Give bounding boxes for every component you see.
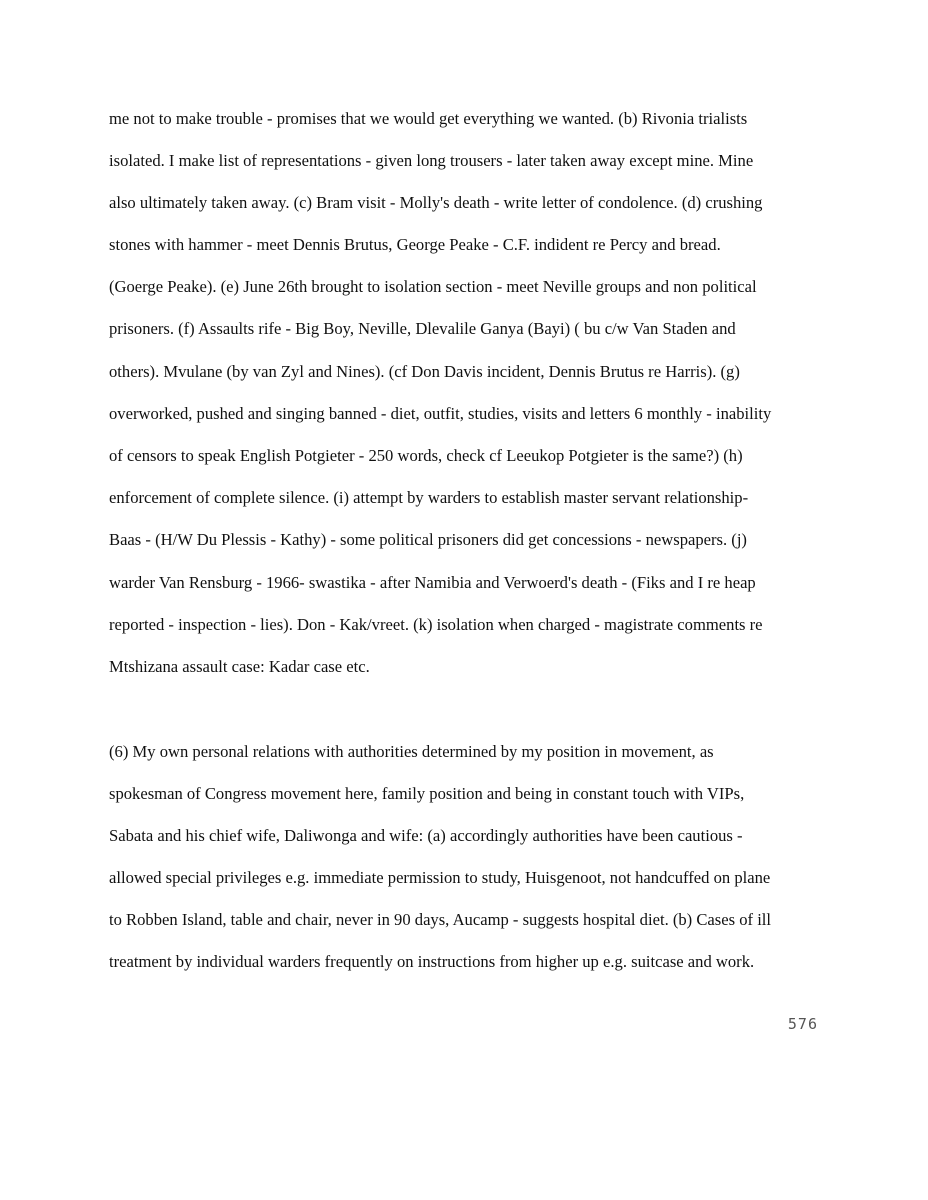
paragraph-line: Sabata and his chief wife, Daliwonga and wife: (a) accordingly authorities have been cautious - (109, 826, 743, 845)
paragraph-line: reported - inspection - lies). Don - Kak/vreet. (k) isolation when charged - magistrate comments re (109, 615, 763, 634)
paragraph-line: (6) My own personal relations with authorities determined by my position in movement, as (109, 742, 714, 761)
paragraph-line: isolated. I make list of representations - given long trousers - later taken away except mine. Mine (109, 151, 754, 170)
paragraph-line: treatment by individual warders frequently on instructions from higher up e.g. suitcase and work. (109, 952, 755, 971)
paragraph-line: overworked, pushed and singing banned - diet, outfit, studies, visits and letters 6 monthly - inability (109, 404, 772, 423)
paragraph-line: warder Van Rensburg - 1966- swastika - after Namibia and Verwoerd's death - (Fiks and I re heap (109, 573, 756, 592)
paragraph-line: enforcement of complete silence. (i) attempt by warders to establish master servant relationship- (109, 488, 749, 507)
paragraph-line: Mtshizana assault case: Kadar case etc. (109, 657, 370, 676)
paragraph-line: spokesman of Congress movement here, family position and being in constant touch with VIPs, (109, 784, 745, 803)
paragraph-line: of censors to speak English Potgieter - 250 words, check cf Leeukop Potgieter is the same?) (h) (109, 446, 743, 465)
paragraph-line: also ultimately taken away. (c) Bram visit - Molly's death - write letter of condolence. (d) crushing (109, 193, 763, 212)
paragraph-line: Baas - (H/W Du Plessis - Kathy) - some political prisoners did get concessions - newspapers. (j) (109, 530, 747, 549)
paragraph-line: prisoners. (f) Assaults rife - Big Boy, Neville, Dlevalile Ganya (Bayi) ( bu c/w Van Staden and (109, 319, 736, 338)
paragraph-line: (Goerge Peake). (e) June 26th brought to isolation section - meet Neville groups and non political (109, 277, 757, 296)
paragraph-line: to Robben Island, table and chair, never in 90 days, Aucamp - suggests hospital diet. (b) Cases of ill (109, 910, 772, 929)
page-number: 576 (787, 1015, 818, 1033)
paragraph-line: others). Mvulane (by van Zyl and Nines). (cf Don Davis incident, Dennis Brutus re Harris). (g) (109, 362, 740, 381)
paragraph-line: allowed special privileges e.g. immediate permission to study, Huisgenoot, not handcuffed on plane (109, 868, 771, 887)
paragraph-line: stones with hammer - meet Dennis Brutus, George Peake - C.F. indident re Percy and bread. (109, 235, 721, 254)
paragraph-line: me not to make trouble - promises that we would get everything we wanted. (b) Rivonia trialists (109, 109, 748, 128)
